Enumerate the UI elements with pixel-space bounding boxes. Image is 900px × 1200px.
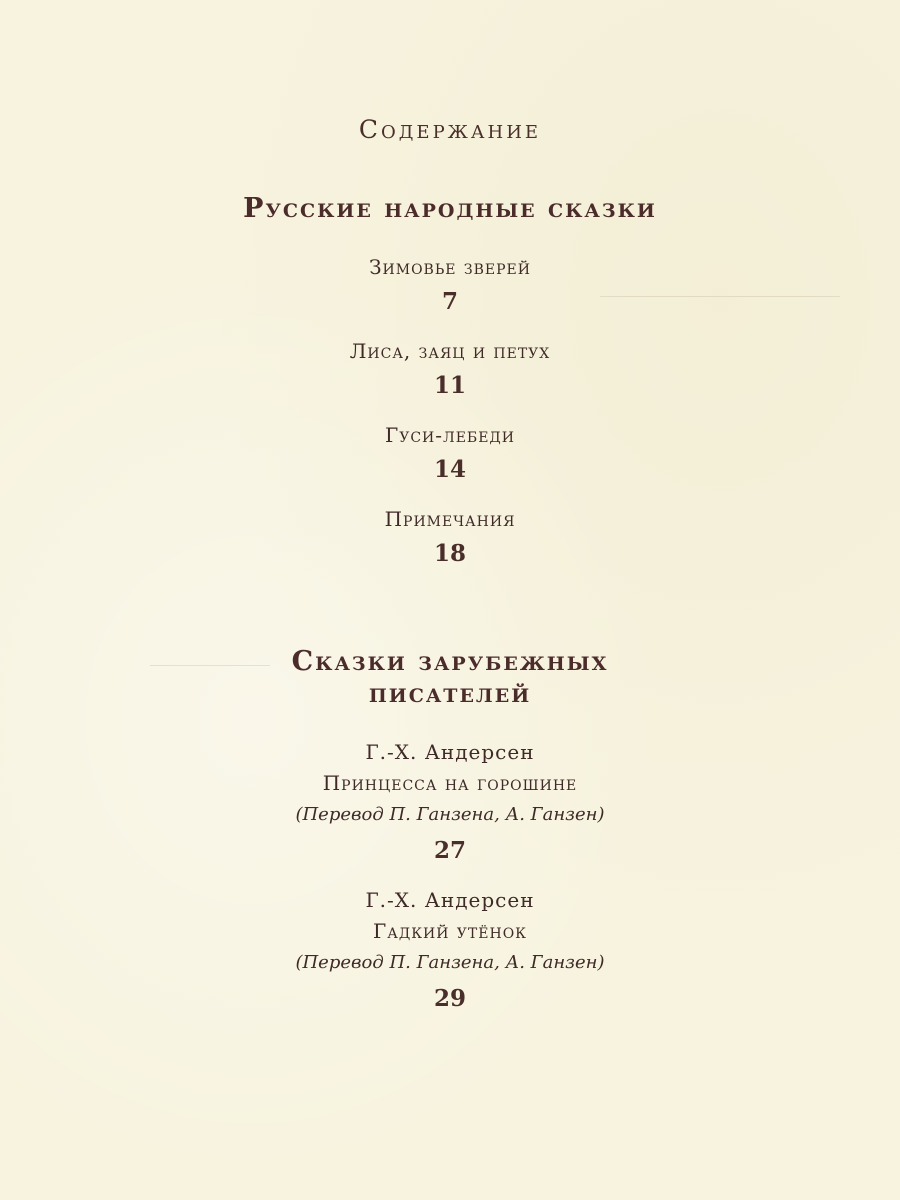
entry-page-number: 29 <box>433 985 466 1012</box>
entry-title: Гуси-лебеди <box>384 423 516 447</box>
entry-title: Принцесса на горошине <box>322 771 578 795</box>
entry-title: Примечания <box>384 507 516 531</box>
entry-translator: (Перевод П. Ганзена, А. Ганзен) <box>295 952 605 973</box>
entry-title: Гадкий утёнок <box>372 919 528 943</box>
entry-page-number: 18 <box>433 540 466 567</box>
section-heading-foreign-writers-line1: Сказки зарубежных <box>291 646 609 677</box>
entry-author: Г.-Х. Андерсен <box>365 740 535 764</box>
section-heading-russian-tales: Русские народные сказки <box>243 193 657 224</box>
entry-translator: (Перевод П. Ганзена, А. Ганзен) <box>295 804 605 825</box>
toc-title: Содержание <box>358 115 542 144</box>
entry-page-number: 7 <box>441 288 458 315</box>
entry-title: Лиса, заяц и петух <box>349 339 551 363</box>
section-heading-foreign-writers-line2: писателей <box>368 678 532 709</box>
entry-page-number: 14 <box>433 456 466 483</box>
entry-page-number: 11 <box>433 372 466 399</box>
entry-page-number: 27 <box>433 837 466 864</box>
entry-title: Зимовье зверей <box>369 255 531 279</box>
entry-author: Г.-Х. Андерсен <box>365 888 535 912</box>
